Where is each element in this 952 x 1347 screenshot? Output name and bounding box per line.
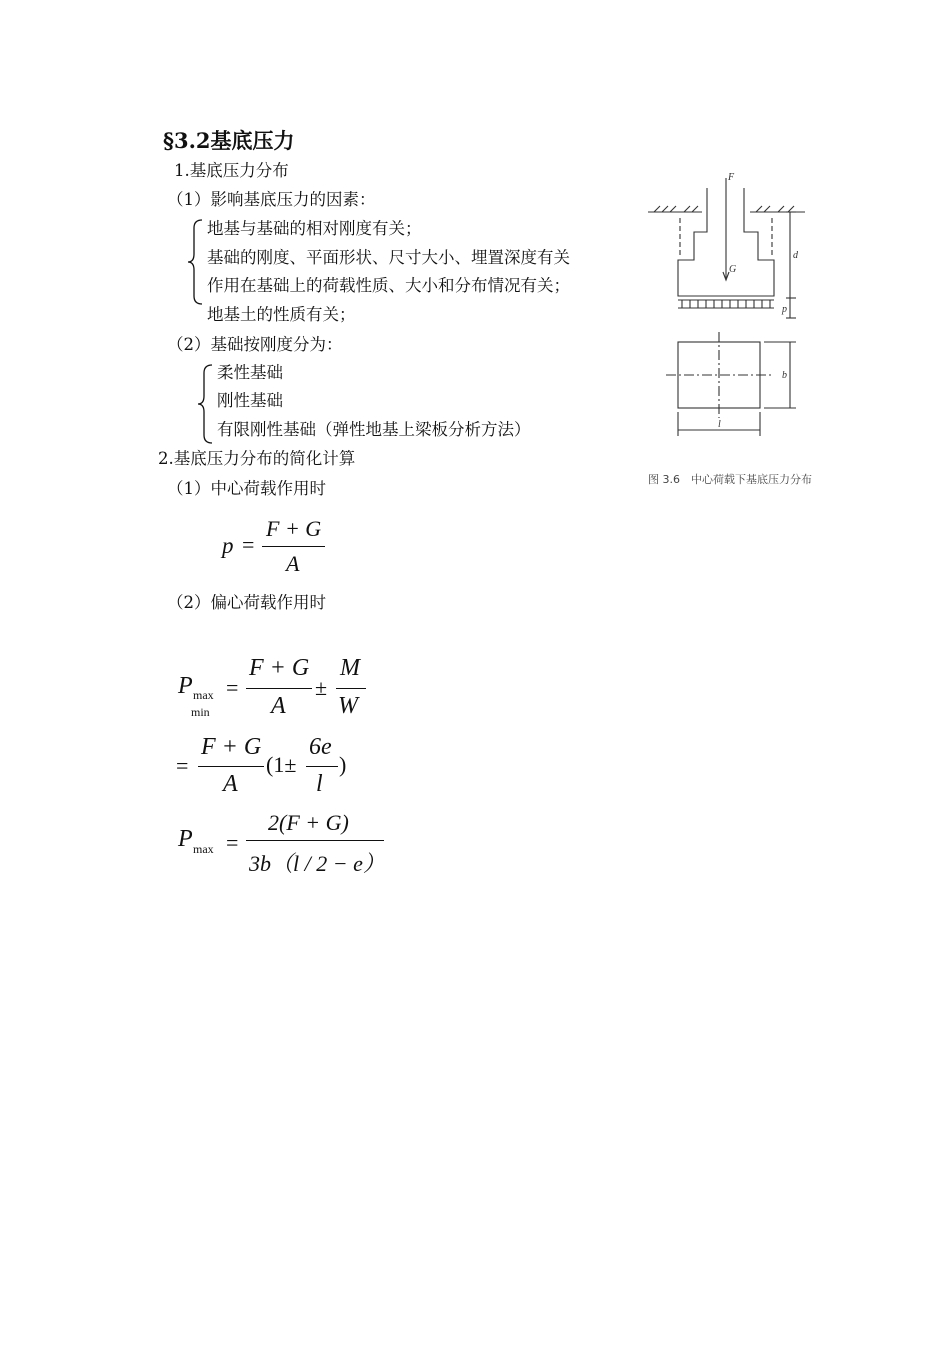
- eq3-denominator-2: l: [316, 771, 323, 797]
- factor-3: 作用在基础上的荷载性质、大小和分布情况有关；: [207, 276, 570, 295]
- heading-1-2: （2）基础按刚度分为：: [167, 335, 343, 354]
- eq3-denominator: A: [223, 771, 238, 797]
- eq2-P: P: [178, 673, 193, 699]
- eq2-fraction-bar-1: [246, 688, 312, 689]
- eq4-equals: =: [226, 830, 239, 855]
- eq3-fraction-bar: [198, 766, 264, 767]
- fig-label-G: G: [729, 264, 737, 275]
- eq1-denominator: A: [286, 551, 300, 576]
- factor-1: 地基与基础的相对刚度有关；: [207, 219, 422, 238]
- eq2-equals: =: [226, 675, 239, 700]
- figure-caption: 图 3.6 中心荷载下基底压力分布: [648, 473, 812, 486]
- eq4-fraction-bar: [246, 840, 384, 841]
- heading-1: 1.基底压力分布: [174, 161, 289, 180]
- eq4-P: P: [178, 826, 193, 852]
- eq2-denominator-1: A: [271, 693, 286, 719]
- rigidity-3: 有限刚性基础（弹性地基上梁板分析方法）: [217, 420, 531, 439]
- heading-2: 2.基底压力分布的简化计算: [158, 449, 356, 468]
- eq3-numerator: F + G: [201, 734, 262, 760]
- eq4-sub-max: max: [193, 842, 214, 856]
- eq2-denominator-2: W: [338, 693, 358, 719]
- eq2-numerator-1: F + G: [249, 655, 310, 681]
- factor-4: 地基土的性质有关；: [207, 305, 356, 324]
- eq1-equals: =: [242, 532, 255, 557]
- heading-2-1: （1）中心荷载作用时: [167, 479, 326, 498]
- eq2-plus-minus: ±: [315, 675, 328, 700]
- fig-label-l: l: [718, 419, 721, 430]
- heading-2-2: （2）偏心荷载作用时: [167, 593, 326, 612]
- fig-label-p: p: [782, 304, 787, 315]
- heading-1-1: （1）影响基底压力的因素：: [167, 190, 376, 209]
- eq4-denominator: 3b（l / 2 − e）: [249, 851, 385, 876]
- section-title: §3.2基底压力: [163, 128, 295, 153]
- rigidity-2: 刚性基础: [217, 391, 283, 410]
- fig-label-b: b: [782, 370, 787, 381]
- factor-2: 基础的刚度、平面形状、尺寸大小、埋置深度有关: [207, 248, 570, 267]
- eq1-numerator: F + G: [266, 516, 322, 541]
- eq3-equals: =: [176, 753, 189, 778]
- left-brace-icon: [186, 218, 206, 306]
- eq1-lhs: p: [222, 533, 234, 558]
- foundation-pressure-figure: [640, 168, 830, 448]
- eq1-fraction-bar: [262, 546, 325, 547]
- eq4-numerator: 2(F + G): [268, 810, 349, 835]
- fig-label-d: d: [793, 250, 798, 261]
- left-brace-icon: [196, 363, 216, 445]
- rigidity-1: 柔性基础: [217, 363, 283, 382]
- eq2-sub-max: max: [193, 688, 214, 702]
- fig-label-F: F: [728, 172, 735, 183]
- eq3-paren-open: (1±: [266, 752, 297, 777]
- eq2-fraction-bar-2: [336, 688, 366, 689]
- eq2-numerator-2: M: [340, 655, 360, 681]
- eq2-sub-min: min: [191, 705, 210, 719]
- eq3-paren-close: ): [339, 752, 347, 777]
- eq3-fraction-bar-2: [306, 766, 338, 767]
- eq3-numerator-2: 6e: [309, 734, 332, 760]
